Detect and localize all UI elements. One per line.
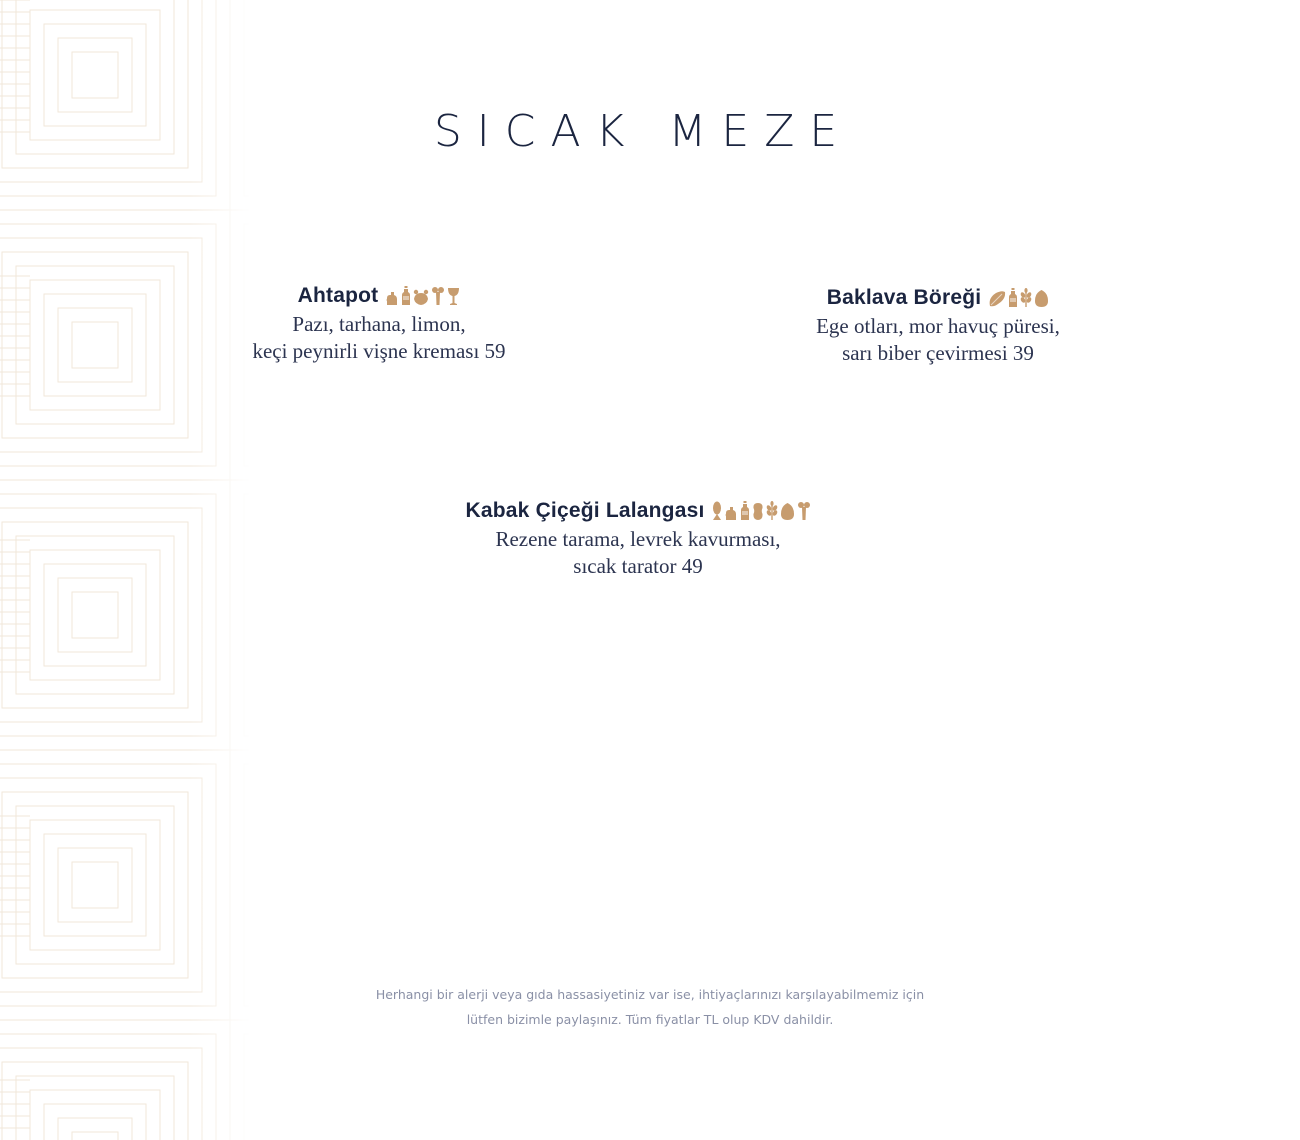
peanut-icon xyxy=(752,502,764,521)
egg-icon xyxy=(780,502,795,521)
item-description xyxy=(788,313,1088,367)
item-description xyxy=(398,526,878,580)
item-description-line: sıcak tarator 49 xyxy=(573,554,703,578)
milk-icon xyxy=(385,288,399,306)
item-name: Baklava Böreği xyxy=(826,286,982,309)
item-description-line: Rezene tarama, levrek kavurması, xyxy=(495,527,781,551)
menu-item-baklava-boregi xyxy=(788,284,1088,367)
allergy-footnote xyxy=(300,982,1000,1032)
item-name: Ahtapot xyxy=(297,284,379,307)
fish-icon xyxy=(712,501,722,521)
item-description-line: keçi peynirli vişne kreması 59 xyxy=(252,339,506,363)
page-title: SICAK MEZE xyxy=(433,106,853,157)
bottle-icon xyxy=(740,501,750,521)
bottle-icon xyxy=(401,286,411,306)
nut-icon xyxy=(988,290,1006,308)
item-description-line: sarı biber çevirmesi 39 xyxy=(842,341,1034,365)
allergen-icons xyxy=(385,286,460,306)
celery-icon xyxy=(797,502,811,521)
footnote-line: Herhangi bir alerji veya gıda hassasiyetiniz var ise, ihtiyaçlarınızı karşılayabilmemiz için xyxy=(375,987,925,1002)
wheat-icon xyxy=(766,501,778,521)
item-description-line: Pazı, tarhana, limon, xyxy=(292,312,466,336)
menu-item-kabak-cicegi-lalangasi xyxy=(398,497,878,580)
wine-glass-icon xyxy=(447,287,460,306)
menu-item-ahtapot xyxy=(229,282,529,365)
egg-icon xyxy=(1034,289,1049,308)
item-description-line: Ege otları, mor havuç püresi, xyxy=(816,314,1060,338)
milk-icon xyxy=(724,503,738,521)
shellfish-icon xyxy=(413,288,429,306)
allergen-icons xyxy=(712,501,811,521)
bottle-icon xyxy=(1008,288,1018,308)
item-description xyxy=(229,311,529,365)
footnote-line: lütfen bizimle paylaşınız. Tüm fiyatlar TL olup KDV dahildir. xyxy=(466,1012,834,1027)
decorative-pattern xyxy=(0,0,250,1140)
celery-icon xyxy=(431,287,445,306)
wheat-icon xyxy=(1020,288,1032,308)
allergen-icons xyxy=(988,288,1049,308)
item-name: Kabak Çiçeği Lalangası xyxy=(465,499,705,522)
